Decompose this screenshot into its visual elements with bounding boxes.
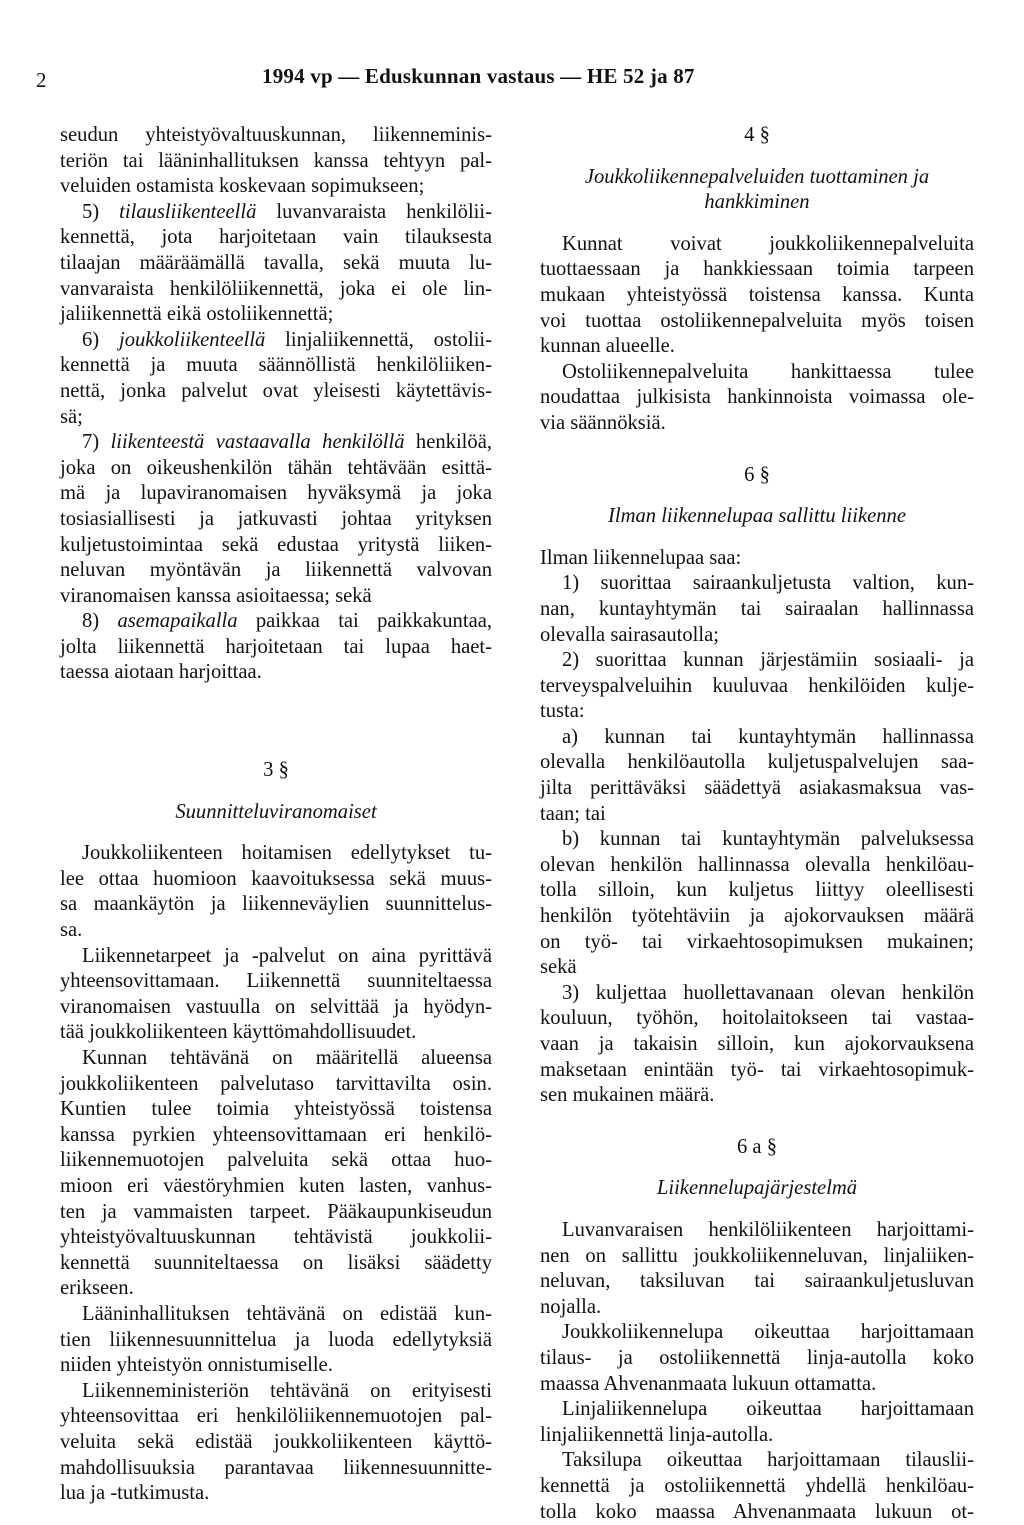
text-line: neluvan myöntävän ja liikennettä valvovan: [60, 558, 492, 584]
paragraph: [60, 944, 492, 1046]
text-line: sä;: [60, 405, 492, 431]
text-line: seudun yhteistyövaltuuskunnan, liikenneminis-: [60, 123, 492, 149]
text-line: [60, 200, 492, 226]
text-line: via säännöksiä.: [540, 411, 974, 437]
text-line: ten ja vammaisten tarpeet. Pääkaupunkiseudun: [60, 1200, 492, 1226]
text-line: erikseen.: [60, 1276, 492, 1302]
paragraph: [540, 1218, 974, 1320]
text-line: sen mukainen määrä.: [540, 1083, 974, 1109]
text-line: Kunnan tehtävänä on määritellä alueensa: [60, 1046, 492, 1072]
text-line: joka on oikeushenkilön tähän tehtävään esittä-: [60, 456, 492, 482]
text-line: tuottaessaan ja hankkiessaan toimia tarpeen: [540, 257, 974, 283]
text-line: a) kunnan tai kuntayhtymän hallinnassa: [540, 725, 974, 751]
section-title: Ilman liikennelupaa sallittu liikenne: [540, 504, 974, 530]
paragraph: [540, 1397, 974, 1448]
section-title: Liikennelupajärjestelmä: [540, 1176, 974, 1202]
list-item: [540, 827, 974, 981]
section-6a: [540, 1135, 974, 1525]
text-line: tolla koko maassa Ahvenanmaata lukuun ot-: [540, 1500, 974, 1525]
text-line: nen on sallittu joukkoliikenneluvan, linjaliiken-: [540, 1244, 974, 1270]
text-line: jaliikennettä eikä ostoliikennettä;: [60, 302, 492, 328]
text-line: viranomaisen vastuulla on selvittää ja hyödyn-: [60, 995, 492, 1021]
text-line: nojalla.: [540, 1295, 974, 1321]
item-number: 7): [82, 431, 111, 453]
text-line: neluvan, taksiluvan tai sairaankuljetusluvan: [540, 1269, 974, 1295]
text-line: yhteistyövaltuuskunnan tehtävistä joukkolii-: [60, 1225, 492, 1251]
paragraph: [540, 1448, 974, 1525]
text-line: Joukkoliikennelupa oikeuttaa harjoittamaan: [540, 1320, 974, 1346]
text-line: kouluun, työhön, hoitolaitokseen tai vastaa-: [540, 1006, 974, 1032]
paragraph: [60, 1302, 492, 1379]
text-line: kennettä ja ostoliikennettä yhdellä henkilöau-: [540, 1474, 974, 1500]
list-item: [540, 648, 974, 725]
section-3: [60, 758, 492, 1507]
text-line: kanssa pyrkien yhteensovittamaan eri henkilö-: [60, 1123, 492, 1149]
text-line: 2) suorittaa kunnan järjestämiin sosiaali- ja: [540, 648, 974, 674]
text-line: mukaan yhteistyössä toistensa kanssa. Kunta: [540, 283, 974, 309]
paragraph: [540, 232, 974, 360]
text-line: maksetaan enintään työ- tai virkaehtosopimuk-: [540, 1058, 974, 1084]
defined-term: tilausliikenteellä: [119, 201, 256, 223]
text-line: Kuntien tulee toimia yhteistyössä toistensa: [60, 1097, 492, 1123]
definition-item-6: [60, 328, 492, 430]
text-line: olevalla sairasautolla;: [540, 623, 974, 649]
text-line: vaan ja takaisin silloin, kun ajokorvauksena: [540, 1032, 974, 1058]
text-line: nan, kuntayhtymän tai sairaalan hallinnassa: [540, 597, 974, 623]
text-line: Joukkoliikenteen hoitamisen edellytykset tu-: [60, 841, 492, 867]
text-line: kunnan alueelle.: [540, 334, 974, 360]
text-line: niiden yhteistyön onnistumiselle.: [60, 1353, 492, 1379]
text-line: veluiden ostamista koskevaan sopimukseen;: [60, 174, 492, 200]
text-line: Ostoliikennepalveluita hankittaessa tulee: [540, 360, 974, 386]
text-line: kennettä suunniteltaessa on lisäksi säädetty: [60, 1251, 492, 1277]
text-line: sa.: [60, 918, 492, 944]
text-line: 1) suorittaa sairaankuljetusta valtion, kun-: [540, 571, 974, 597]
running-head: 1994 vp — Eduskunnan vastaus — HE 52 ja 87: [262, 64, 695, 89]
text-line: vanvaraista henkilöliikennettä, joka ei ole lin-: [60, 277, 492, 303]
text-line: taessa aiotaan harjoittaa.: [60, 660, 492, 686]
definition-item-8: [60, 609, 492, 686]
text-line: viranomaisen kanssa asioitaessa; sekä: [60, 584, 492, 610]
text-line: Taksilupa oikeuttaa harjoittamaan tilauslii-: [540, 1448, 974, 1474]
text-line: tilaajan määräämällä tavalla, sekä muuta lu-: [60, 251, 492, 277]
text-line: lee ottaa huomioon kaavoituksessa sekä muus-: [60, 867, 492, 893]
list-item: [540, 981, 974, 1109]
text-line: sekä: [540, 955, 974, 981]
text-line: olevalla henkilöautolla kuljetuspalvelujen saa-: [540, 750, 974, 776]
text-line: lua ja -tutkimusta.: [60, 1481, 492, 1507]
text-line: noudattaa julkisista hankinnoista voimassa ole-: [540, 385, 974, 411]
page-number: 2: [36, 68, 47, 93]
text-line: tusta:: [540, 699, 974, 725]
paragraph: [60, 841, 492, 943]
text-line: Lääninhallituksen tehtävänä on edistää kun-: [60, 1302, 492, 1328]
text-line: terveyspalveluihin kuuluvaa henkilöiden kulje-: [540, 674, 974, 700]
item-number: 6): [82, 329, 119, 351]
section-number: 4 §: [540, 123, 974, 149]
list-item: [540, 725, 974, 827]
text-line: 3) kuljettaa huollettavanaan olevan henkilön: [540, 981, 974, 1007]
defined-term: liikenteestä vastaavalla henkilöllä: [111, 431, 405, 453]
section-4: [540, 123, 974, 437]
text-line: mä ja lupaviranomaisen hyväksymä ja joka: [60, 481, 492, 507]
text-line: b) kunnan tai kuntayhtymän palveluksessa: [540, 827, 974, 853]
paragraph: [60, 1046, 492, 1302]
text-line: maassa Ahvenanmaata lukuun ottamatta.: [540, 1372, 974, 1398]
text-line: yhteensovittamaan. Liikennettä suunniteltaessa: [60, 969, 492, 995]
text-line: tilaus- ja ostoliikennettä linja-autolla koko: [540, 1346, 974, 1372]
left-column: [60, 123, 492, 1507]
right-column: [540, 123, 974, 1525]
text-line: tien liikennesuunnittelua ja luoda edellytyksiä: [60, 1328, 492, 1354]
section-title: Joukkoliikennepalveluiden tuottaminen ja: [540, 165, 974, 191]
section-title: Suunnitteluviranomaiset: [60, 800, 492, 826]
section-6: [540, 463, 974, 1109]
text-line: joukkoliikenteen palvelutaso tarvittavilta osin.: [60, 1072, 492, 1098]
text-line: taan; tai: [540, 802, 974, 828]
defined-term: asemapaikalla: [117, 610, 237, 632]
section-title: hankkiminen: [540, 190, 974, 216]
text-line: kuljetustoimintaa sekä edustaa yritystä liiken-: [60, 533, 492, 559]
text-line: Luvanvaraisen henkilöliikenteen harjoittami-: [540, 1218, 974, 1244]
text-line: yhteensovittaa eri henkilöliikennemuotojen pal-: [60, 1404, 492, 1430]
text-fragment: paikkaa tai paikkakuntaa,: [238, 610, 492, 632]
text-line: tolla silloin, kun kuljetus liittyy oleellisesti: [540, 878, 974, 904]
text-line: Liikenneministeriön tehtävänä on erityisesti: [60, 1379, 492, 1405]
paragraph: [60, 1379, 492, 1507]
item-number: 5): [82, 201, 119, 223]
text-line: henkilön työtehtäviin ja ajokorvauksen määrä: [540, 904, 974, 930]
text-line: Liikennetarpeet ja -palvelut on aina pyrittävä: [60, 944, 492, 970]
section-number: 6 §: [540, 463, 974, 489]
text-line: nettä, jonka palvelut ovat yleisesti käytettävis-: [60, 379, 492, 405]
definition-item-7: [60, 430, 492, 609]
text-line: [60, 328, 492, 354]
text-line: kennettä, jota harjoitetaan vain tilauksesta: [60, 225, 492, 251]
text-line: Linjaliikennelupa oikeuttaa harjoittamaan: [540, 1397, 974, 1423]
text-fragment: luvanvaraista henkilölii-: [256, 201, 492, 223]
text-line: teriön tai lääninhallituksen kanssa tehtyyn pal-: [60, 149, 492, 175]
text-line: Ilman liikennelupaa saa:: [540, 546, 974, 572]
defined-term: joukkoliikenteellä: [119, 329, 265, 351]
text-line: on työ- tai virkaehtosopimuksen mukainen;: [540, 930, 974, 956]
text-line: Kunnat voivat joukkoliikennepalveluita: [540, 232, 974, 258]
text-line: linjaliikennettä linja-autolla.: [540, 1423, 974, 1449]
paragraph: [540, 360, 974, 437]
definition-item-5: [60, 200, 492, 328]
text-line: sa maankäytön ja liikenneväylien suunnittelus-: [60, 892, 492, 918]
text-line: tää joukkoliikenteen käyttömahdollisuudet.: [60, 1020, 492, 1046]
text-line: kennettä ja muuta säännöllistä henkilöliiken-: [60, 353, 492, 379]
section-number: 3 §: [60, 758, 492, 784]
paragraph: [60, 123, 492, 200]
text-line: [60, 609, 492, 635]
text-line: jilta perittäväksi säädettyä asiakasmaksua vas-: [540, 776, 974, 802]
section-number: 6 a §: [540, 1135, 974, 1161]
text-fragment: henkilöä,: [405, 431, 492, 453]
paragraph: [540, 1320, 974, 1397]
text-line: olevan henkilön hallinnassa olevalla henkilöau-: [540, 853, 974, 879]
text-line: mioon eri väestöryhmien kuten lasten, vanhus-: [60, 1174, 492, 1200]
text-line: liikennemuotojen palveluita sekä ottaa huo-: [60, 1148, 492, 1174]
text-line: [60, 430, 492, 456]
text-line: voi tuottaa ostoliikennepalveluita myös toisen: [540, 309, 974, 335]
text-line: veluita sekä edistää joukkoliikenteen käyttö-: [60, 1430, 492, 1456]
text-line: jolta liikennettä harjoitetaan tai lupaa haet-: [60, 635, 492, 661]
text-line: tosiasiallisesti ja jatkuvasti johtaa yrityksen: [60, 507, 492, 533]
list-item: [540, 571, 974, 648]
text-fragment: linjaliikennettä, ostolii-: [265, 329, 492, 351]
item-number: 8): [82, 610, 117, 632]
text-line: mahdollisuuksia parantavaa liikennesuunnitte-: [60, 1456, 492, 1482]
page-header: [36, 64, 988, 94]
